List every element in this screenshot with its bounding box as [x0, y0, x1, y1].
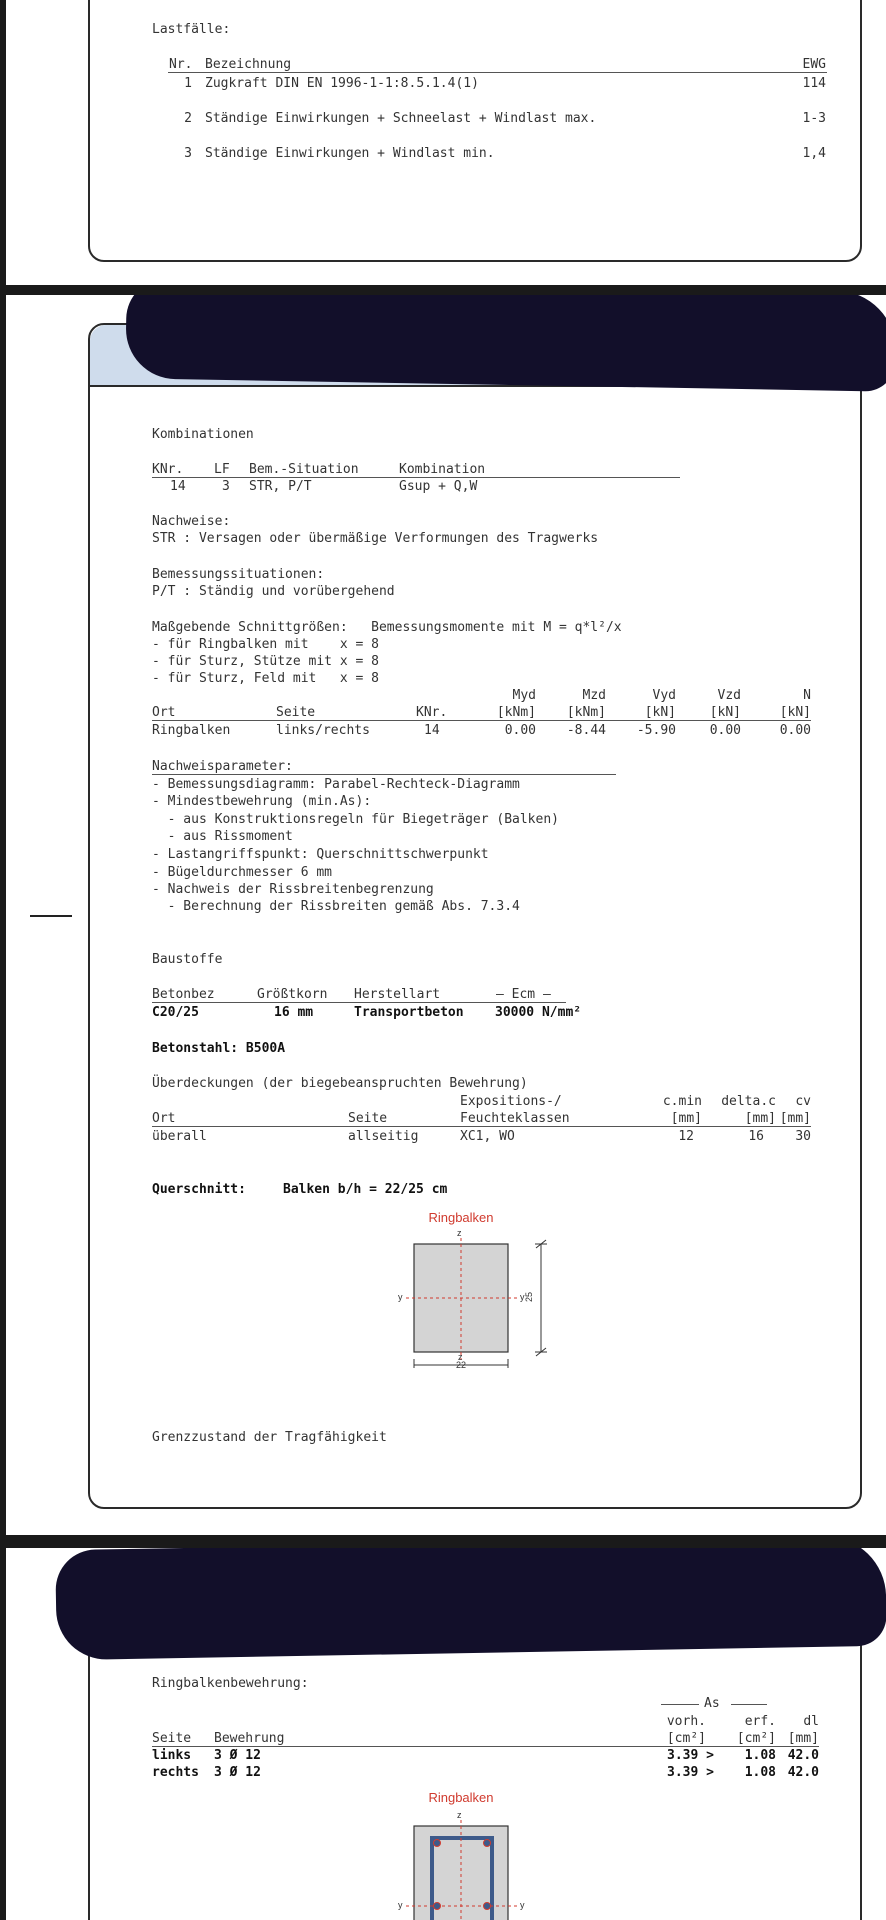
nachweise-title: Nachweise: [152, 514, 231, 529]
beton-head-herst: Herstellart [354, 987, 441, 1002]
komb-header-kombination: Kombination [399, 462, 486, 477]
bew-row-bewehrung: 3 Ø 12 [214, 1765, 261, 1780]
ueber-head-cmin: c.min [662, 1094, 702, 1109]
bew-head-erf: erf. [744, 1714, 776, 1729]
as-rule-right [731, 1704, 767, 1705]
querschnitt-value: Balken b/h = 22/25 cm [283, 1182, 448, 1197]
forces-row-vzd: 0.00 [709, 723, 741, 738]
ueber-row-cv: 30 [795, 1129, 811, 1144]
forces-col-ort: Ort [152, 705, 176, 720]
ueber-head-cv: cv [795, 1094, 811, 1109]
ueber-header-rule [152, 1126, 811, 1127]
lf-row-bezeichnung: Ständige Einwirkungen + Windlast min. [205, 146, 495, 161]
redaction-blot [125, 295, 886, 392]
param-line: - Lastangriffspunkt: Querschnittschwerpunkt [152, 847, 489, 862]
param-line: - Mindestbewehrung (min.As): [152, 794, 372, 809]
ueber-col-cv: [mm] [779, 1111, 811, 1126]
forces-row-mzd: -8.44 [566, 723, 606, 738]
page-2 [6, 295, 886, 1535]
lf-header-ewg: EWG [802, 57, 826, 72]
forces-head-myd: Myd [512, 688, 536, 703]
rebar [434, 1840, 441, 1847]
lf-row-nr: 3 [184, 146, 192, 161]
forces-row-n: 0.00 [779, 723, 811, 738]
forces-row-vyd: -5.90 [636, 723, 676, 738]
forces-head-vyd: Vyd [652, 688, 676, 703]
ueber-row-seite: allseitig [348, 1129, 419, 1144]
lf-row-ewg: 1,4 [802, 146, 826, 161]
forces-head-vzd: Vzd [717, 688, 741, 703]
beton-header-rule [152, 1002, 566, 1003]
bew-header-rule [152, 1746, 819, 1747]
z-axis-bottom-label: z [458, 1352, 463, 1362]
bew-row-erf: 1.08 [744, 1748, 776, 1763]
bew-row-dl: 42.0 [787, 1748, 819, 1763]
forces-row-knr: 14 [424, 723, 440, 738]
schnitt-line: - für Ringbalken mit x = 8 [152, 637, 379, 652]
kombinationen-title: Kombinationen [152, 427, 254, 442]
forces-header-rule [152, 720, 811, 721]
lf-row-nr: 2 [184, 111, 192, 126]
forces-row-seite: links/rechts [276, 723, 370, 738]
bew-row-seite: links [152, 1748, 192, 1763]
page-1-frame [88, 0, 862, 262]
betonstahl: Betonstahl: B500A [152, 1041, 286, 1056]
ueber-col-dc: [mm] [744, 1111, 776, 1126]
ueber-col-ort: Ort [152, 1111, 176, 1126]
ueber-row-cmin: 12 [678, 1129, 694, 1144]
forces-col-vyd: [kN] [644, 705, 676, 720]
param-line: - Bügeldurchmesser 6 mm [152, 865, 333, 880]
ueber-col-seite: Seite [348, 1111, 388, 1126]
bew-col-dl: [mm] [787, 1731, 819, 1746]
ueber-row-dc: 16 [748, 1129, 764, 1144]
komb-row-kombination: Gsup + Q,W [399, 479, 478, 494]
bewehrung-title: Ringbalkenbewehrung: [152, 1676, 309, 1691]
ueber-row-expo: XC1, WO [460, 1129, 515, 1144]
schnitt-line: - für Sturz, Feld mit x = 8 [152, 671, 379, 686]
lf-row-bezeichnung: Ständige Einwirkungen + Schneelast + Windlast max. [205, 111, 597, 126]
lf-header-bezeichnung: Bezeichnung [205, 57, 292, 72]
as-label: As [704, 1696, 720, 1711]
komb-row-knr: 14 [170, 479, 186, 494]
bew-row-bewehrung: 3 Ø 12 [214, 1748, 261, 1763]
bew-head-dl: dl [803, 1714, 819, 1729]
forces-col-knr: KNr. [416, 705, 448, 720]
diagram-title: Ringbalken [428, 1210, 494, 1225]
bew-head-vorh: vorh. [666, 1714, 706, 1729]
lastfaelle-title: Lastfälle: [152, 22, 231, 37]
beton-row-korn: 16 mm [274, 1005, 314, 1020]
forces-col-mzd: [kNm] [566, 705, 606, 720]
lf-row-ewg: 114 [802, 76, 826, 91]
grenzzustand-title: Grenzzustand der Tragfähigkeit [152, 1430, 387, 1445]
diagram-title: Ringbalken [428, 1790, 494, 1805]
rebar [434, 1903, 441, 1910]
lf-row-nr: 1 [184, 76, 192, 91]
beton-row-herst: Transportbeton [354, 1005, 464, 1020]
beton-head-ecm: — Ecm — [496, 987, 551, 1002]
z-axis-top-label: z [457, 1228, 462, 1238]
lf-header-nr: Nr. [169, 57, 193, 72]
ueber-col-expo: Feuchteklassen [460, 1111, 570, 1126]
ueber-col-cmin: [mm] [670, 1111, 702, 1126]
bew-row-seite: rechts [152, 1765, 199, 1780]
redaction-blot [55, 1548, 886, 1660]
beton-row-betonbez: C20/25 [152, 1005, 199, 1020]
height-dim-label: 25 [524, 1291, 535, 1303]
bew-col-erf: [cm²] [736, 1731, 776, 1746]
param-line: - aus Rissmoment [152, 829, 293, 844]
komb-header-bem: Bem.-Situation [249, 462, 359, 477]
margin-marker [30, 915, 72, 917]
bemsit-text: P/T : Ständig und vorübergehend [152, 584, 395, 599]
bew-col-seite: Seite [152, 1731, 192, 1746]
y-axis-left-label: y [398, 1292, 403, 1302]
lf-row-ewg: 1-3 [802, 111, 826, 126]
bew-row-vorh: 3.39 > [667, 1765, 714, 1780]
nachweise-text: STR : Versagen oder übermäßige Verformungen des Tragwerks [152, 531, 599, 546]
ueber-head-expo: Expositions-/ [460, 1094, 562, 1109]
bew-row-vorh: 3.39 > [667, 1748, 714, 1763]
komb-header-lf: LF [214, 462, 230, 477]
forces-col-seite: Seite [276, 705, 316, 720]
komb-header-knr: KNr. [152, 462, 184, 477]
y-axis-left-label: y [398, 1900, 403, 1910]
cross-section-svg [376, 1238, 576, 1368]
param-title-rule [152, 774, 616, 775]
beton-head-betonbez: Betonbez [152, 987, 215, 1002]
ueber-head-dc: delta.c [721, 1094, 776, 1109]
page-1 [6, 0, 886, 285]
schnitt-line: - für Sturz, Stütze mit x = 8 [152, 654, 379, 669]
param-line: - Bemessungsdiagramm: Parabel-Rechteck-Diagramm [152, 777, 520, 792]
rebar [484, 1903, 491, 1910]
width-dim-label: 22 [456, 1360, 467, 1370]
param-title: Nachweisparameter: [152, 759, 293, 774]
ueber-title: Überdeckungen (der biegebeanspruchten Bewehrung) [152, 1076, 528, 1091]
lf-row-bezeichnung: Zugkraft DIN EN 1996-1-1:8.5.1.4(1) [205, 76, 479, 91]
page-3 [6, 1548, 886, 1920]
komb-header-rule [152, 477, 680, 478]
forces-head-mzd: Mzd [582, 688, 606, 703]
bew-row-dl: 42.0 [787, 1765, 819, 1780]
reinforcement-svg [376, 1820, 576, 1920]
beton-head-korn: Größtkorn [257, 987, 328, 1002]
bew-col-bewehrung: Bewehrung [214, 1731, 285, 1746]
bew-col-vorh: [cm²] [666, 1731, 706, 1746]
schnitt-line: Maßgebende Schnittgrößen: Bemessungsmomente mit M = q*l²/x [152, 620, 622, 635]
forces-col-n: [kN] [779, 705, 811, 720]
param-line: - aus Konstruktionsregeln für Biegeträger (Balken) [152, 812, 559, 827]
y-axis-right-label: y [520, 1900, 525, 1910]
querschnitt-label: Querschnitt: [152, 1182, 246, 1197]
param-line: - Nachweis der Rissbreitenbegrenzung [152, 882, 434, 897]
param-line: - Berechnung der Rissbreiten gemäß Abs. 7.3.4 [152, 899, 520, 914]
forces-head-n: N [803, 688, 811, 703]
y-axis-right-label: y [520, 1292, 525, 1302]
bew-row-erf: 1.08 [744, 1765, 776, 1780]
forces-col-myd: [kNm] [496, 705, 536, 720]
forces-row-ort: Ringbalken [152, 723, 231, 738]
ueber-row-ort: überall [152, 1129, 207, 1144]
baustoffe-title: Baustoffe [152, 952, 223, 967]
z-axis-label: z [457, 1810, 462, 1820]
rebar [484, 1840, 491, 1847]
cross-section-diagram [376, 1210, 576, 1370]
reinforcement-diagram [376, 1788, 576, 1920]
forces-col-vzd: [kN] [709, 705, 741, 720]
komb-row-bem: STR, P/T [249, 479, 312, 494]
komb-row-lf: 3 [222, 479, 230, 494]
forces-row-myd: 0.00 [504, 723, 536, 738]
beton-row-ecm: 30000 N/mm² [495, 1005, 582, 1020]
bemsit-title: Bemessungssituationen: [152, 567, 325, 582]
as-rule-left [661, 1704, 699, 1705]
lf-header-rule [168, 72, 827, 73]
